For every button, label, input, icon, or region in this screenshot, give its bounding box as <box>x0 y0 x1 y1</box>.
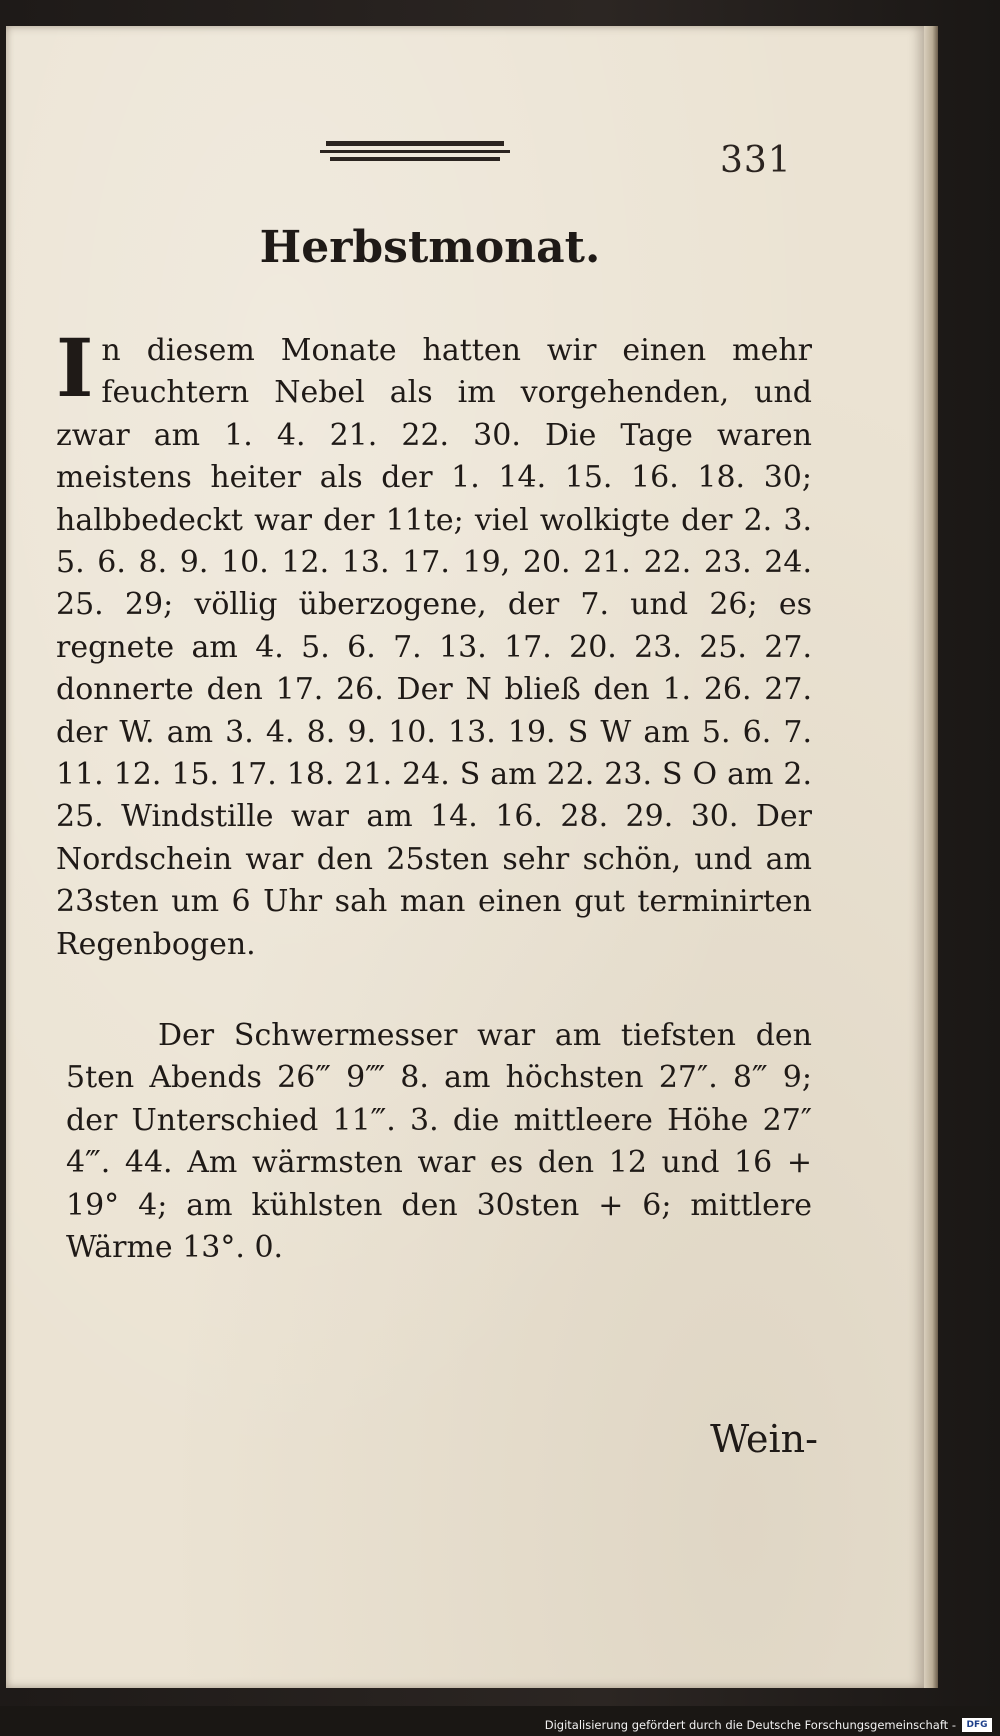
page-edge <box>924 26 938 1688</box>
ornament-rule <box>320 150 510 153</box>
paragraph-weather <box>56 321 812 966</box>
page-heading: Herbstmonat. <box>259 222 601 273</box>
ornament-rule <box>330 157 500 161</box>
page-number: 331 <box>720 140 792 181</box>
ornament-rule <box>326 141 504 146</box>
catchword: Wein- <box>710 1417 818 1461</box>
drop-cap: I <box>56 321 94 415</box>
footer-credit: Digitalisierung gefördert durch die Deutsche Forschungsgemeinschaft - <box>544 1718 956 1732</box>
paragraph-weather-text: n diesem Monate hatten wir einen mehr feuchtern Nebel als im vorgehenden, und zwar am 1. 4. 21. 22. 30. Die Tage waren meistens heiter als der 1. 14. 15. 16. 18. 30; halbbedeckt war der 11te; viel wolkigte der 2. 3. 5. 6. 8. 9. 10. 12. 13. 17. 19, 20. 21. 22. 23. 24. 25. 29; völlig überzogene, der 7. und 26; es regnete am 4. 5. 6. 7. 13. 17. 20. 23. 25. 27. donnerte den 17. 26. Der N bließ den 1. 26. 27. der W. am 3. 4. 8. 9. 10. 13. 19. S W am 5. 6. 7. 11. 12. 15. 17. 18. 21. 24. S am 22. 23. S O am 2. 25. Windstille war am 14. 16. 28. 29. 30. Der Nordschein war den 25sten sehr schön, und am 23sten um 6 Uhr sah man einen gut terminirten Regenbogen. <box>56 333 812 962</box>
header-ornament <box>320 135 510 169</box>
dfg-logo: DFG <box>962 1718 992 1732</box>
paragraph-barometer: Der Schwermesser war am tiefsten den 5ten Abends 26‴ 9⁗ 8. am höchsten 27″. 8‴ 9; der Unterschied 11‴. 3. die mittleere Höhe 27″ 4‴. 44. Am wärmsten war es den 12 und 16 + 19° 4; am kühlsten den 30sten + 6; mittlere Wärme 13°. 0. <box>66 1018 812 1266</box>
